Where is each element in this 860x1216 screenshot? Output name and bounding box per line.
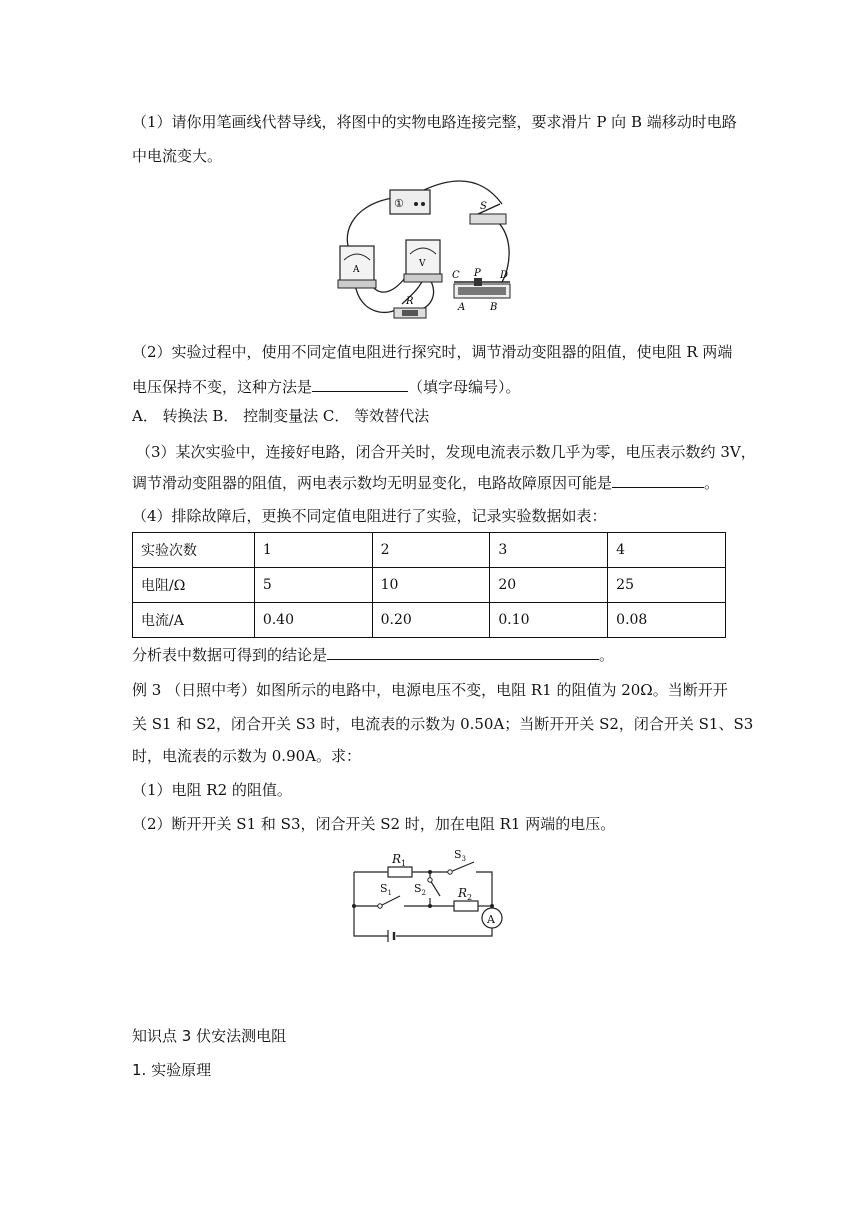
- q2-line2-pre: 电压保持不变，这种方法是: [132, 378, 313, 396]
- q2-options: A． 转换法 B． 控制变量法 C． 等效替代法: [132, 407, 430, 425]
- s3-label: $S_3$: [454, 848, 467, 863]
- table-cell: 电阻/Ω: [133, 568, 255, 603]
- q1-line1: （1）请你用笔画线代替导线，将图中的实物电路连接完整，要求滑片 P 向 B 端移动时电路: [132, 113, 737, 131]
- q3-line2: [132, 473, 719, 493]
- svg-text:C: C: [452, 270, 460, 281]
- q4-conclusion-post: 。: [599, 646, 615, 664]
- example3-line3: 时，电流表的示数为 0.90A。求：: [132, 747, 362, 765]
- section-title: 知识点 3 伏安法测电阻: [132, 1027, 287, 1045]
- svg-text:R: R: [406, 296, 414, 307]
- table-cell: 0.08: [608, 603, 726, 638]
- table-cell: 0.20: [372, 603, 490, 638]
- physical-circuit-figure: [330, 176, 530, 326]
- resistor-r: [394, 296, 426, 318]
- table-cell: 电流/A: [133, 603, 255, 638]
- table-cell: 0.40: [254, 603, 372, 638]
- svg-text:①: ①: [394, 197, 404, 210]
- table-cell: 0.10: [490, 603, 608, 638]
- s1-label: $S_1$: [380, 882, 393, 897]
- table-row: [133, 568, 726, 603]
- q4-intro: （4）排除故障后，更换不同定值电阻进行了实验，记录实验数据如表：: [132, 507, 607, 525]
- switch-s: [470, 201, 506, 224]
- svg-text:V: V: [419, 259, 426, 269]
- q4-conclusion-pre: 分析表中数据可得到的结论是: [132, 646, 328, 664]
- circuit-schematic: [350, 848, 510, 944]
- q2-line2-post: （填字母编号）。: [408, 378, 521, 396]
- example3-line2: 关 S1 和 S2，闭合开关 S3 时，电流表的示数为 0.50A；当断开开关 S2，闭合开关 S1、S3: [132, 715, 754, 733]
- table-cell: 2: [372, 533, 490, 568]
- q2-line2: [132, 377, 521, 397]
- q4-conclusion: [132, 645, 614, 665]
- r1-label: $R_1$: [392, 852, 407, 868]
- power-supply: [390, 190, 430, 214]
- svg-text:S: S: [480, 201, 487, 212]
- q3-line2-pre: 调节滑动变阻器的阻值，两电表示数均无明显变化，电路故障原因可能是: [132, 474, 613, 492]
- svg-text:P: P: [474, 268, 481, 279]
- svg-text:A: A: [353, 265, 360, 275]
- example3-line1: 例 3 （日照中考）如图所示的电路中，电源电压不变，电阻 R1 的阻值为 20Ω。当断开开: [132, 681, 728, 699]
- table-row: [133, 603, 726, 638]
- section-item1: 1. 实验原理: [132, 1061, 212, 1079]
- svg-text:D: D: [500, 270, 509, 281]
- svg-text:A: A: [458, 302, 466, 313]
- q3-line1: （3）某次实验中，连接好电路，闭合开关时，发现电流表示数几乎为零，电压表示数约 3V，: [136, 443, 756, 461]
- q1-line2: 中电流变大。: [132, 147, 223, 165]
- rheostat: [452, 268, 510, 313]
- example3-sub1: （1）电阻 R2 的阻值。: [132, 781, 292, 799]
- table-cell: 10: [372, 568, 490, 603]
- q4-answer-blank[interactable]: [327, 645, 599, 660]
- table-cell: 1: [254, 533, 372, 568]
- r2-label: $R_2$: [458, 886, 473, 902]
- table-cell: 20: [490, 568, 608, 603]
- q2-line1: （2）实验过程中，使用不同定值电阻进行探究时，调节滑动变阻器的阻值，使电阻 R 两端: [132, 343, 733, 361]
- table-cell: 3: [490, 533, 608, 568]
- table-cell: 4: [608, 533, 726, 568]
- table-cell: 25: [608, 568, 726, 603]
- q2-answer-blank[interactable]: [312, 377, 408, 392]
- ammeter: [338, 246, 376, 288]
- table-row: [133, 533, 726, 568]
- q3-line2-post: 。: [704, 474, 720, 492]
- data-table: [132, 532, 726, 638]
- voltmeter: [404, 240, 442, 282]
- q3-answer-blank[interactable]: [612, 473, 704, 488]
- ammeter-label: A: [487, 913, 495, 926]
- table-cell: 5: [254, 568, 372, 603]
- table-cell: 实验次数: [133, 533, 255, 568]
- example3-sub2: （2）断开开关 S1 和 S3，闭合开关 S2 时，加在电阻 R1 两端的电压。: [132, 815, 616, 833]
- svg-text:B: B: [490, 302, 498, 313]
- s2-label: $S_2$: [414, 882, 427, 897]
